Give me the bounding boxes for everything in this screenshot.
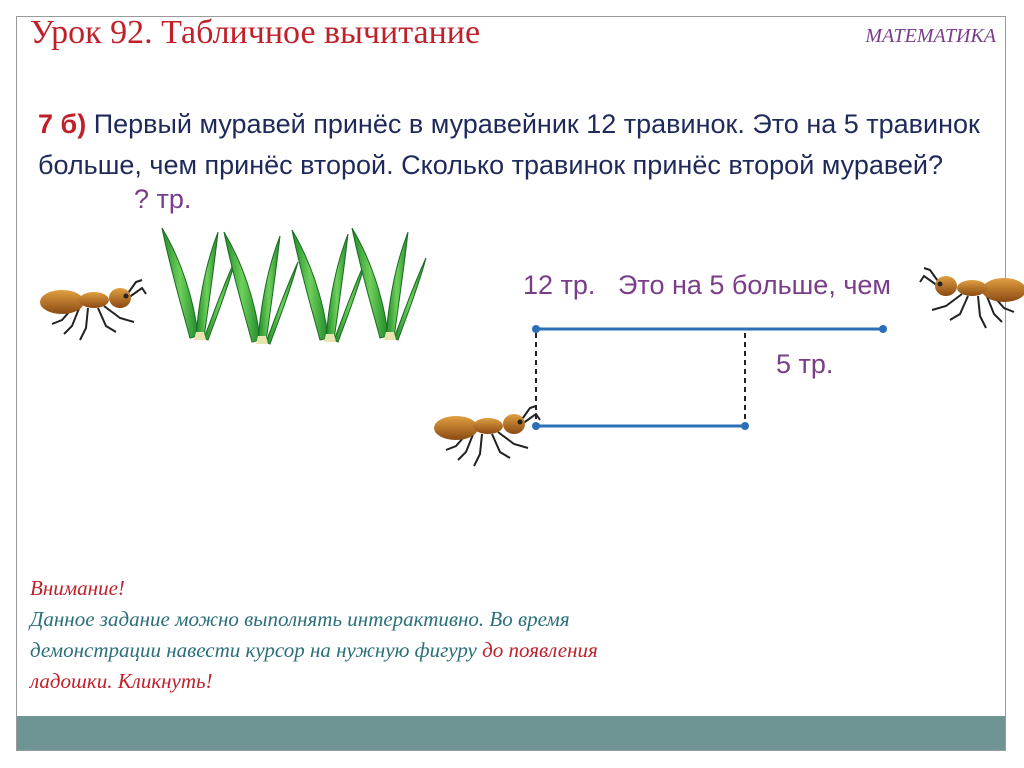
note-body: Данное задание можно выполнять интерактивно. Во время демонстрации навести курсор на нужную фигуру — [30, 607, 570, 662]
page-title: Урок 92. Табличное вычитание — [30, 14, 481, 51]
instruction-note — [30, 573, 650, 697]
bottom-segment-end — [741, 422, 749, 430]
comparison-phrase[interactable]: Это на 5 больше, чем — [618, 270, 891, 300]
difference-label[interactable]: 5 тр. — [776, 349, 834, 379]
ant-right-icon — [920, 268, 1024, 328]
subject-label: МАТЕМАТИКА — [865, 25, 996, 47]
ant-bottom-icon — [434, 406, 540, 466]
bottom-segment-start — [532, 422, 540, 430]
grass-icon[interactable] — [162, 228, 426, 344]
top-segment-start — [532, 325, 540, 333]
note-heading: Внимание! — [30, 576, 125, 600]
note-action: до появления ладошки. Кликнуть! — [30, 638, 598, 693]
problem-number: 7 б) — [38, 109, 87, 139]
problem-body: Первый муравей принёс в муравейник 12 травинок. Это на 5 травинок больше, чем принёс второй. Сколько травинок принёс второй муравей? — [38, 109, 980, 180]
top-segment-end — [879, 325, 887, 333]
answer-label[interactable]: ? тр. — [134, 184, 192, 214]
ant-left-icon — [40, 280, 146, 340]
top-segment-label[interactable]: 12 тр. — [523, 270, 596, 300]
